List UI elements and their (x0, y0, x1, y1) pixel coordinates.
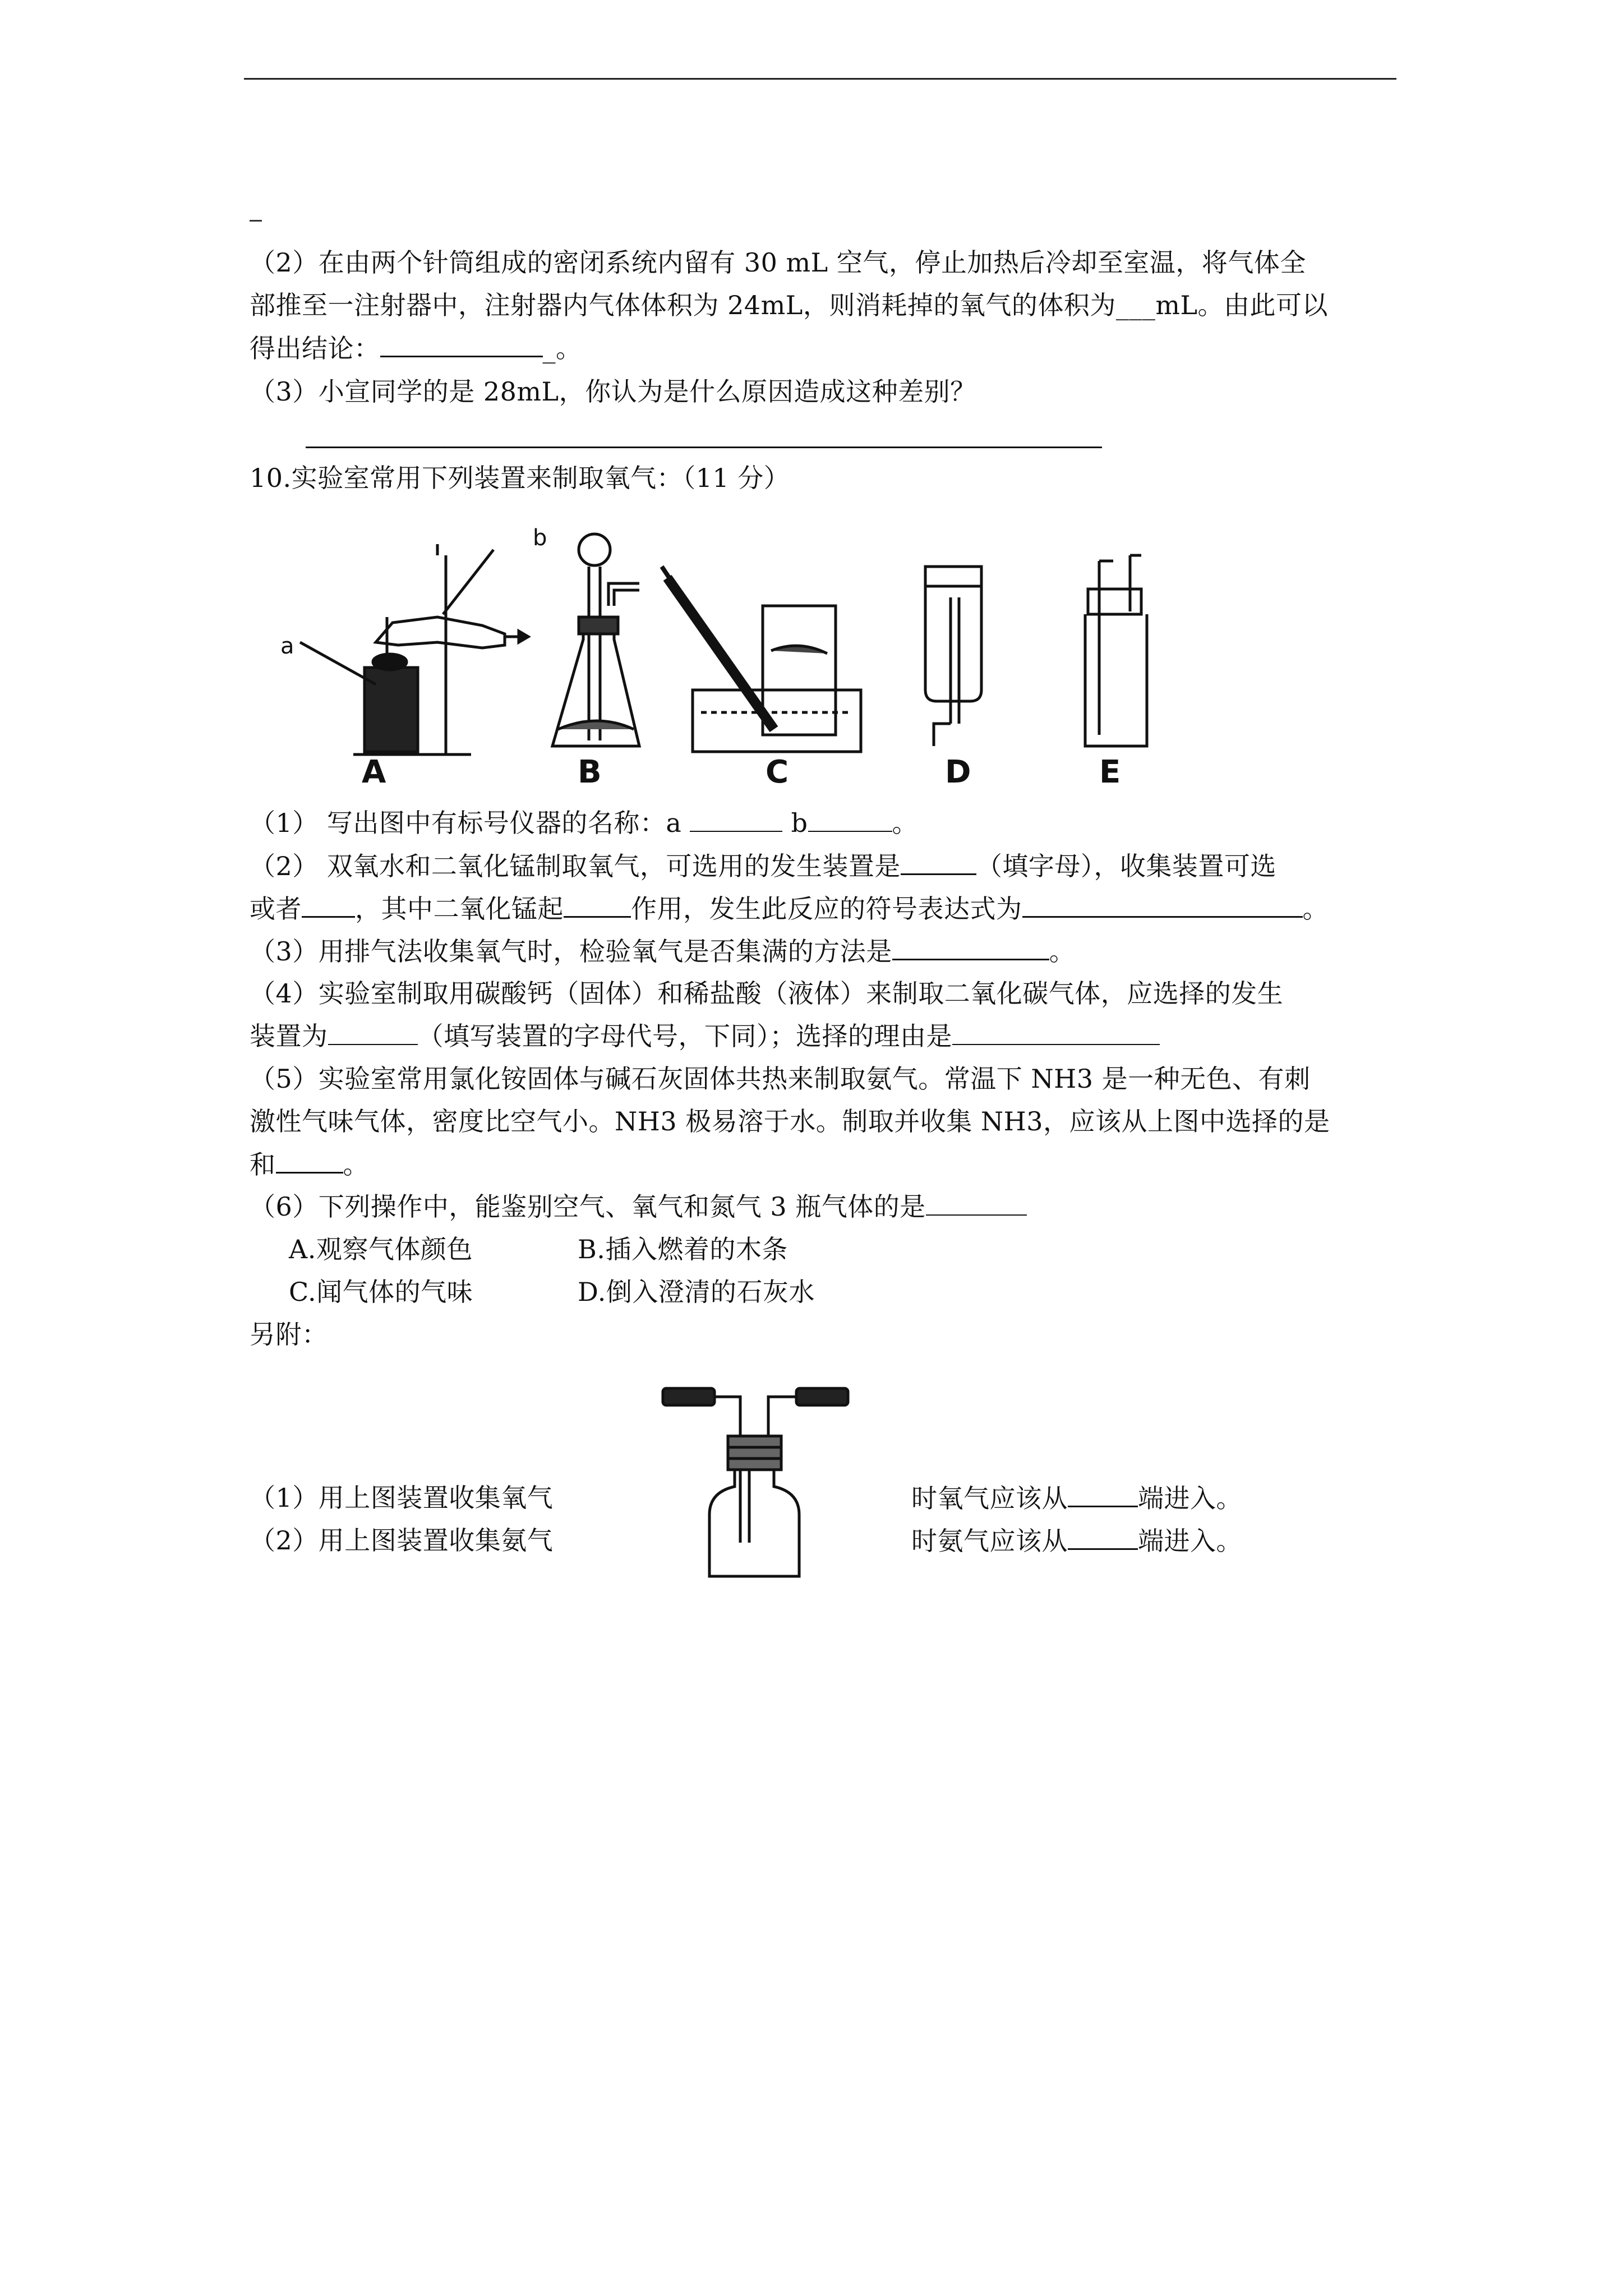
apparatus-d (925, 567, 981, 746)
q10-part6 (250, 1190, 1027, 1223)
q10-co2-generator-blank[interactable] (328, 1019, 418, 1045)
appendix-1-left: （1）用上图装置收集氧气 (250, 1483, 554, 1513)
q9-part2-line3 (250, 331, 582, 365)
appendix-2-end: 端进入。 (1138, 1526, 1242, 1556)
appendix-2-from: 时氨气应该从 (911, 1526, 1068, 1556)
option-a: A.观察气体颜色 (289, 1234, 473, 1264)
apparatus-b (552, 534, 639, 746)
q10-part6-prompt: （6）下列操作中，能鉴别空气、氧气和氮气 3 瓶气体的是 (250, 1191, 926, 1222)
q9-conclusion-label: 得出结论： (250, 333, 380, 364)
q10-part2-role-label: ，其中二氧化锰起 (355, 894, 564, 924)
q10-part2-or: 或者 (250, 894, 302, 924)
apparatus-a (300, 544, 528, 754)
q10-part3-end: 。 (1049, 936, 1076, 967)
q10-part2-end: 。 (1302, 894, 1329, 924)
appendix-1-blank[interactable] (1068, 1481, 1138, 1507)
appendix-2-blank[interactable] (1068, 1524, 1138, 1550)
q10-b-blank[interactable] (808, 806, 892, 832)
q10-part2-equation-label: 作用，发生此反应的符号表达式为 (631, 894, 1022, 924)
caption-d: D (945, 754, 971, 790)
q10-part4-reason-label: （填写装置的字母代号，下同）；选择的理由是 (417, 1021, 952, 1051)
appendix-2-left: （2）用上图装置收集氨气 (250, 1525, 554, 1556)
caption-a: A (362, 754, 386, 790)
appendix-label: 另附： (250, 1319, 328, 1350)
q10-equation-blank[interactable] (1022, 891, 1303, 918)
q10-part2-line1 (250, 849, 1276, 883)
q10-part1-prefix: （1） 写出图中有标号仪器的名称：a (250, 808, 690, 838)
q10-part4-line1: （4）实验室制取用碳酸钙（固体）和稀盐酸（液体）来制取二氧化碳气体，应选择的发生 (250, 978, 1284, 1009)
q10-part5-line1: （5）实验室常用氯化铵固体与碱石灰固体共热来制取氨气。常温下 NH3 是一种无色、有刺 (250, 1064, 1311, 1094)
appendix-1-end: 端进入。 (1138, 1483, 1242, 1513)
caption-e: E (1099, 754, 1121, 790)
caption-b: B (578, 754, 602, 790)
appendix-1-right (911, 1481, 1242, 1515)
q10-nh3-blank[interactable] (276, 1147, 343, 1174)
q10-part4-prefix: 装置为 (250, 1021, 328, 1051)
q10-part2-line2 (250, 891, 1329, 926)
q10-collector-blank[interactable] (302, 891, 355, 918)
q10-method-blank[interactable] (892, 934, 1049, 960)
option-c: C.闻气体的气味 (289, 1277, 473, 1307)
appendix-1-from: 时氧气应该从 (911, 1483, 1068, 1513)
q10-part1 (250, 806, 918, 840)
caption-c: C (766, 754, 789, 790)
apparatus-e (1085, 555, 1147, 746)
q10-part1-end: 。 (892, 808, 919, 838)
appendix-2-right (911, 1524, 1242, 1558)
option-d: D.倒入澄清的石灰水 (578, 1277, 815, 1307)
q10-part5-end: 。 (343, 1149, 369, 1180)
q9-conclusion-blank[interactable] (380, 331, 543, 357)
page-header-rule (244, 78, 1396, 80)
option-b: B.插入燃着的木条 (578, 1234, 788, 1264)
q10-part4-line2 (250, 1019, 1160, 1053)
q10-part5-and: 和 (250, 1149, 276, 1180)
gas-bottle-figure (656, 1374, 858, 1588)
q10-reason-blank[interactable] (952, 1019, 1160, 1045)
label-a: a (280, 633, 294, 659)
q9-part3-answer-line[interactable] (306, 447, 1102, 448)
q10-part5-line2: 激性气味气体，密度比空气小。NH3 极易溶于水。制取并收集 NH3，应该从上图中选择的是 (250, 1106, 1330, 1137)
q10-role-blank[interactable] (564, 891, 631, 918)
apparatus-figure (269, 522, 1223, 791)
q10-part6-blank[interactable] (926, 1190, 1027, 1216)
q10-generator-blank[interactable] (901, 849, 976, 875)
q10-part3 (250, 934, 1075, 968)
q10-part2-suffix: （填字母），收集装置可选 (976, 851, 1276, 881)
q9-part2-line1: （2）在由两个针筒组成的密闭系统内留有 30 mL 空气，停止加热后冷却至室温，将气体全 (250, 247, 1306, 278)
q10-part1-b-label: b (782, 808, 808, 838)
q9-conclusion-end: _。 (542, 333, 582, 364)
q10-a-blank[interactable] (690, 806, 782, 832)
q9-part2-line2: 部推至一注射器中，注射器内气体体积为 24mL，则消耗掉的氧气的体积为___mL。由此可以 (250, 290, 1328, 320)
q10-title: 10.实验室常用下列装置来制取氧气：（11 分） (250, 463, 790, 493)
q10-part3-prefix: （3）用排气法收集氧气时，检验氧气是否集满的方法是 (250, 936, 892, 967)
apparatus-c (662, 567, 861, 752)
stray-mark (250, 220, 262, 222)
q10-part2-prefix: （2） 双氧水和二氧化锰制取氧气，可选用的发生装置是 (250, 851, 901, 881)
label-b: b (533, 525, 547, 551)
q10-part5-line3 (250, 1147, 369, 1181)
q9-part3: （3）小宣同学的是 28mL，你认为是什么原因造成这种差别？ (250, 376, 976, 407)
